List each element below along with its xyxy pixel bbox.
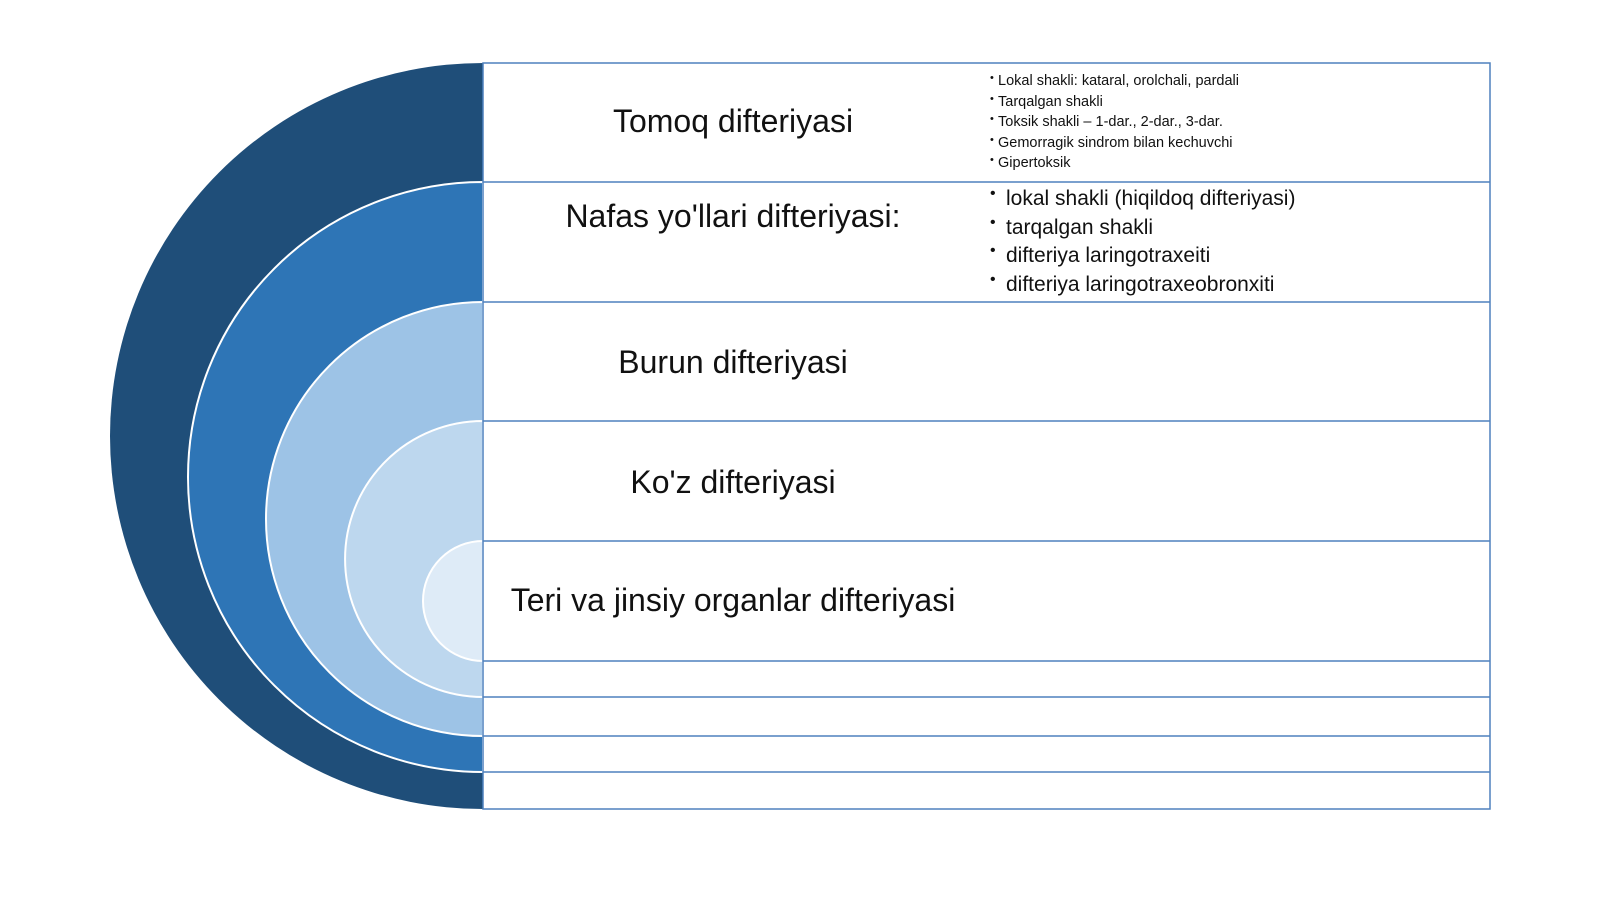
list-item: • tarqalgan shakli — [990, 213, 1154, 239]
bullet-list-tomoq — [990, 71, 1239, 174]
row-label-koz: Ko'z difteriyasi — [630, 464, 836, 500]
list-item: • Tarqalgan shakli — [990, 92, 1103, 110]
row-label-teri: Teri va jinsiy organlar difteriyasi — [510, 582, 956, 618]
list-item: • Lokal shakli: kataral, orolchali, pardali — [990, 72, 1239, 89]
list-item: • Gemorragik sindrom bilan kechuvchi — [990, 133, 1233, 151]
bullet-list-nafas — [990, 185, 1295, 299]
row-label-nafas: Nafas yo'llari difteriyasi: — [565, 198, 901, 234]
row-label-tomoq: Tomoq difteriyasi — [612, 103, 854, 139]
list-item: • difteriya laringotraxeiti — [990, 242, 1211, 267]
list-item: • Toksik shakli – 1-dar., 2-dar., 3-dar. — [990, 113, 1223, 130]
list-item: • Gipertoksik — [990, 154, 1071, 171]
list-item: • difteriya laringotraxeobronxiti — [990, 270, 1275, 296]
row-label-burun: Burun difteriyasi — [618, 344, 848, 380]
list-item: • lokal shakli (hiqildoq difteriyasi) — [990, 185, 1296, 210]
